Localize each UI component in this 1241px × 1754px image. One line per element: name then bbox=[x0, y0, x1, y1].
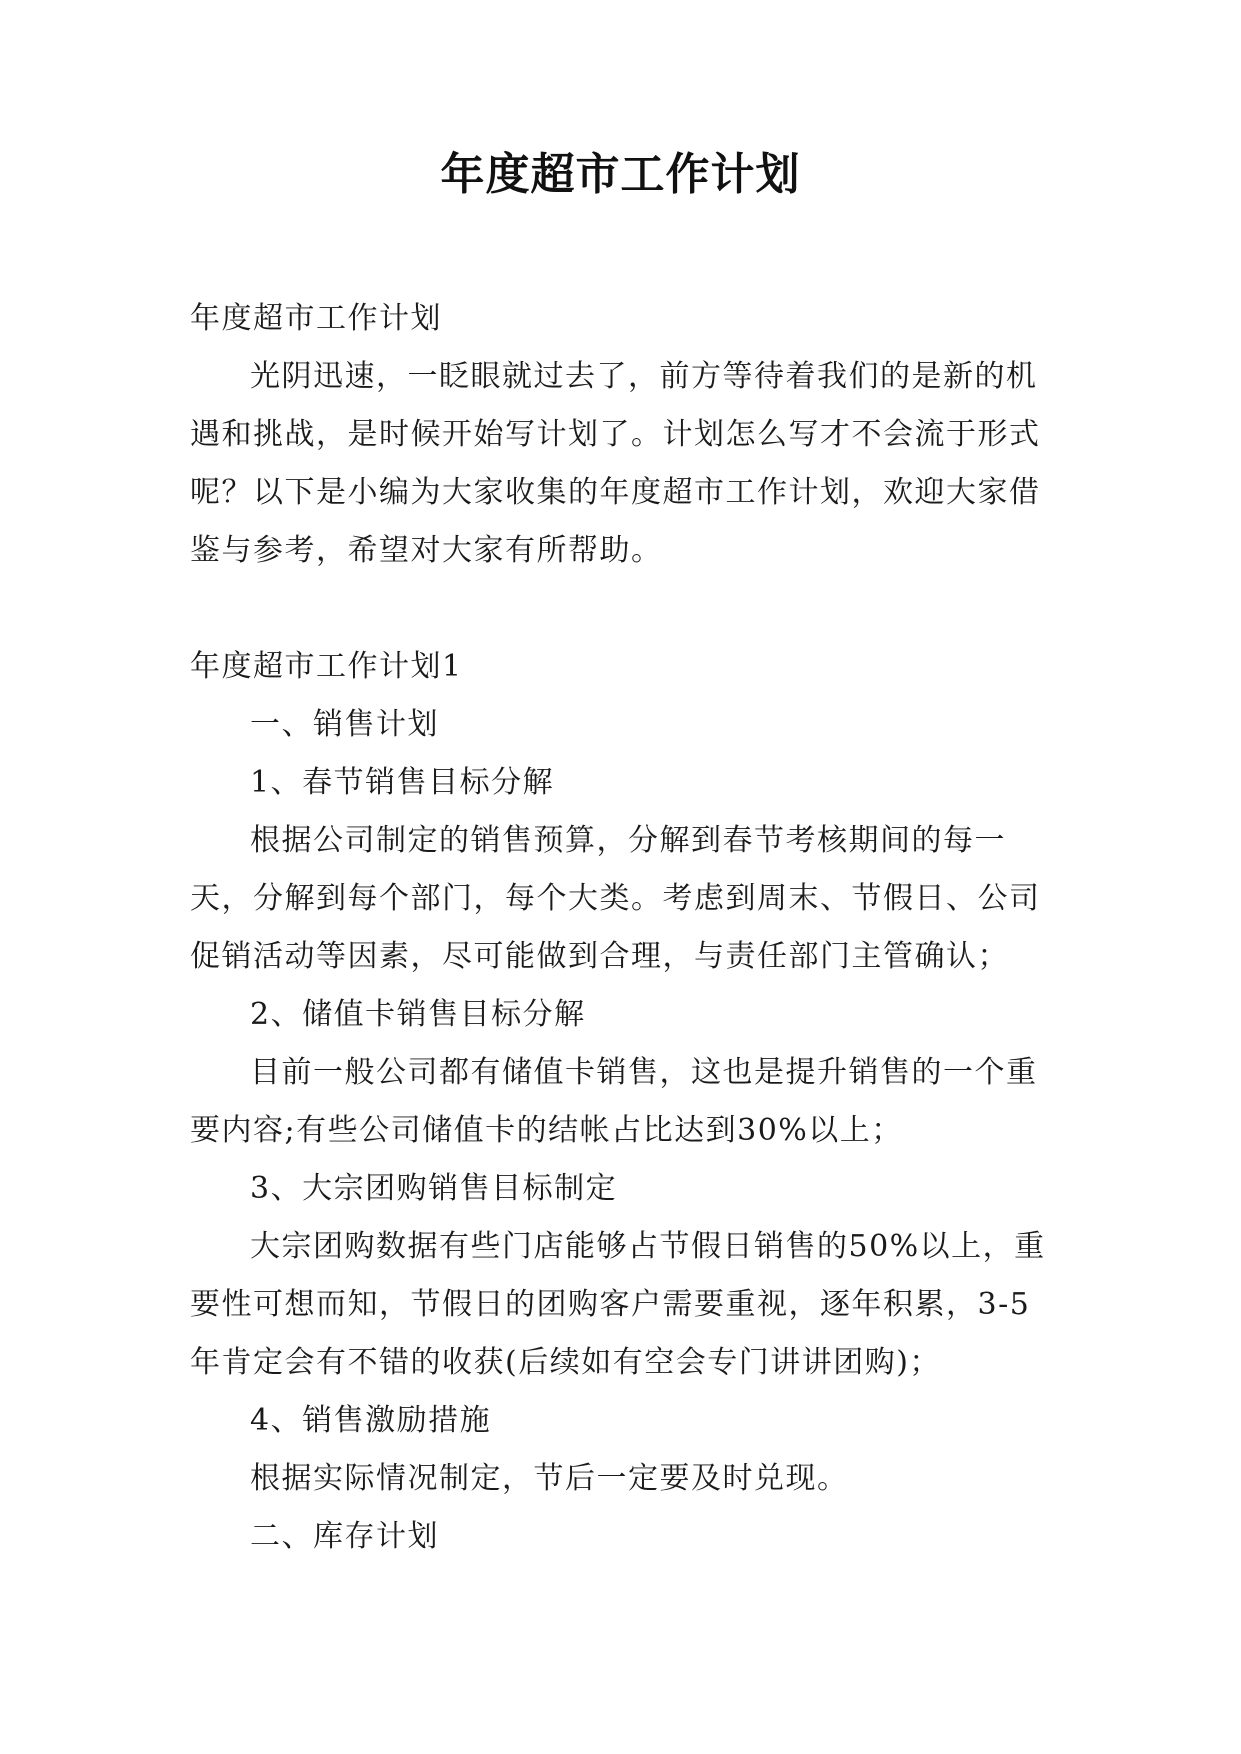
item-text-stored-value-card: 目前一般公司都有储值卡销售，这也是提升销售的一个重要内容;有些公司储值卡的结帐占比达到30%以上； bbox=[190, 1055, 1038, 1148]
section-heading-sales: 一、销售计划 bbox=[250, 707, 439, 742]
document-title: 年度超市工作计划 bbox=[440, 149, 801, 200]
item-text-group-purchase: 大宗团购数据有些门店能够占节假日销售的50%以上，重要性可想而知，节假日的团购客户需要重视，逐年积累，3-5年肯定会有不错的收获(后续如有空会专门讲讲团购)； bbox=[190, 1229, 1046, 1380]
item-heading-group-purchase: 3、大宗团购销售目标制定 bbox=[250, 1171, 618, 1206]
item-text-spring-festival: 根据公司制定的销售预算，分解到春节考核期间的每一天，分解到每个部门，每个大类。考虑到周末、节假日、公司促销活动等因素，尽可能做到合理，与责任部门主管确认； bbox=[190, 823, 1041, 974]
intro-paragraph: 光阴迅速，一眨眼就过去了，前方等待着我们的是新的机遇和挑战，是时候开始写计划了。计划怎么写才不会流于形式呢？以下是小编为大家收集的年度超市工作计划，欢迎大家借鉴与参考，希望对大家有所帮助。 bbox=[190, 359, 1041, 568]
item-heading-incentives: 4、销售激励措施 bbox=[250, 1403, 492, 1438]
item-text-incentives: 根据实际情况制定，节后一定要及时兑现。 bbox=[250, 1461, 849, 1496]
plan-heading: 年度超市工作计划1 bbox=[190, 649, 463, 684]
section-heading-inventory: 二、库存计划 bbox=[250, 1519, 439, 1554]
intro-heading: 年度超市工作计划 bbox=[190, 301, 442, 336]
paragraph-spacer bbox=[190, 580, 1055, 638]
document-body bbox=[190, 290, 1055, 1566]
item-heading-stored-value-card: 2、储值卡销售目标分解 bbox=[250, 997, 586, 1032]
item-heading-spring-festival: 1、春节销售目标分解 bbox=[250, 765, 555, 800]
